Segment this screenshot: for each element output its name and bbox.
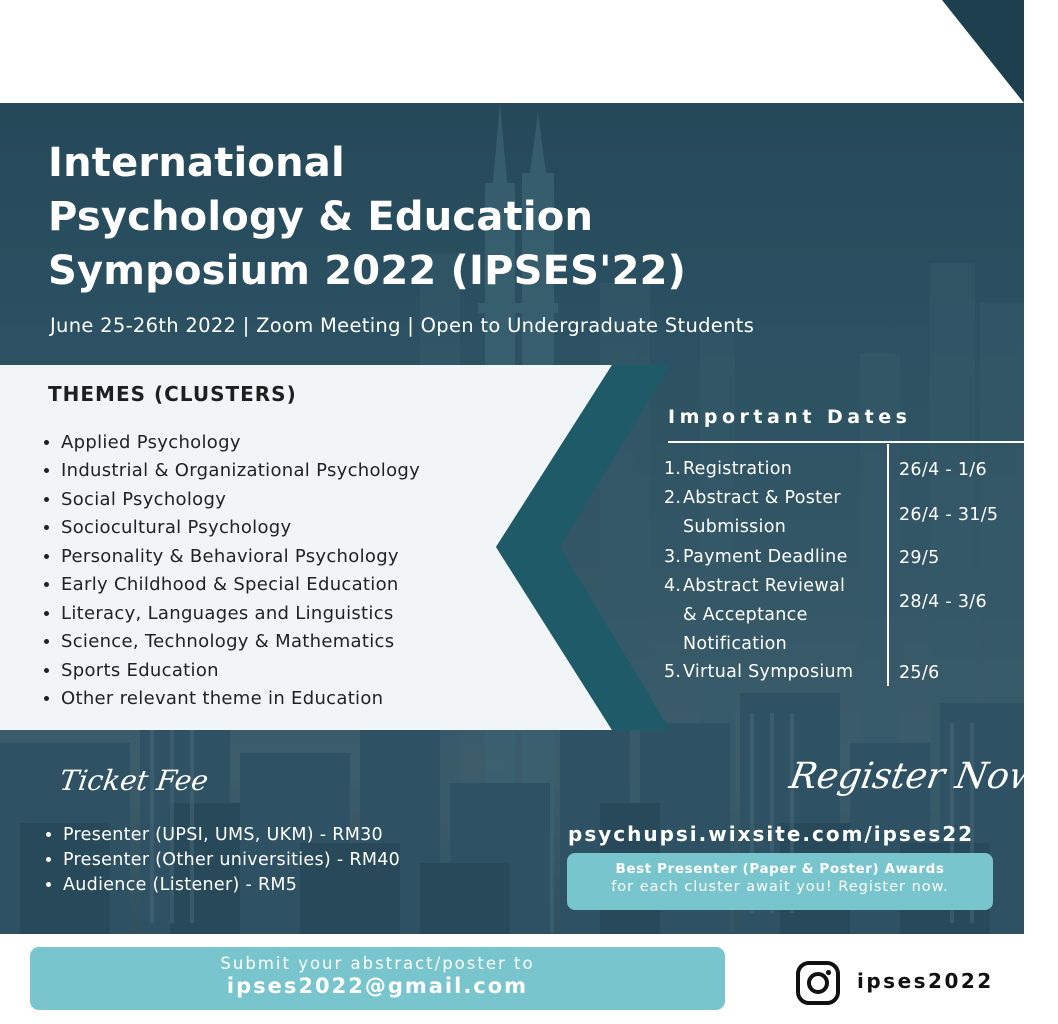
theme-label: Early Childhood & Special Education xyxy=(61,574,399,596)
date-number: 1. xyxy=(664,459,682,479)
bullet xyxy=(44,525,49,530)
ticket-label: Presenter (UPSI, UMS, UKM) - RM30 xyxy=(63,824,383,845)
date-number: 3. xyxy=(664,547,682,567)
bullet xyxy=(44,468,49,473)
date-row-abstract-submission xyxy=(664,484,841,542)
theme-label: Other relevant theme in Education xyxy=(61,688,384,710)
bullet xyxy=(44,611,49,616)
title-line-2: Psychology & Education xyxy=(48,194,594,240)
theme-label: Sociocultural Psychology xyxy=(61,517,292,539)
theme-item xyxy=(44,571,420,600)
ticket-item xyxy=(46,847,400,872)
date-number: 2. xyxy=(664,488,682,508)
bullet xyxy=(46,857,51,862)
title-line-3: Symposium 2022 (IPSES'22) xyxy=(48,248,687,294)
ticket-item xyxy=(46,822,400,847)
date-row-registration xyxy=(664,455,792,484)
theme-item xyxy=(44,656,420,685)
award-subtitle: for each cluster await you! Register now. xyxy=(611,879,949,895)
register-now-heading: Register Now! xyxy=(786,756,1058,797)
ticket-fee-heading: Ticket Fee xyxy=(57,764,211,797)
bullet xyxy=(44,582,49,587)
date-value: 26/4 - 1/6 xyxy=(899,460,987,480)
logo-bar-corner xyxy=(942,0,1024,103)
theme-item xyxy=(44,514,420,543)
submit-text: Submit your abstract/poster to xyxy=(220,954,535,973)
bullet xyxy=(46,882,51,887)
award-title: Best Presenter (Paper & Poster) Awards xyxy=(615,861,945,877)
date-event-cont: Submission xyxy=(683,517,787,537)
theme-label: Science, Technology & Mathematics xyxy=(61,631,395,653)
date-event: Abstract Reviewal xyxy=(683,576,846,596)
ticket-label: Audience (Listener) - RM5 xyxy=(63,874,298,895)
date-row-abstract-reviewal xyxy=(664,572,845,659)
bullet xyxy=(44,554,49,559)
bullet xyxy=(44,639,49,644)
date-event-cont: Notification xyxy=(683,634,788,654)
theme-item xyxy=(44,599,420,628)
themes-heading: THEMES (CLUSTERS) xyxy=(48,382,297,406)
date-event: Abstract & Poster xyxy=(683,488,841,508)
bullet xyxy=(44,497,49,502)
bullet xyxy=(44,440,49,445)
event-subtitle: June 25-26th 2022 | Zoom Meeting | Open to Undergraduate Students xyxy=(50,314,755,337)
date-row-virtual-symposium xyxy=(664,658,853,687)
bullet xyxy=(44,696,49,701)
ticket-fee-list xyxy=(46,822,400,897)
date-value: 28/4 - 3/6 xyxy=(899,592,987,612)
date-number: 4. xyxy=(664,576,682,596)
theme-item xyxy=(44,457,420,486)
theme-label: Applied Psychology xyxy=(61,431,241,453)
submission-email-link[interactable]: ipses2022@gmail.com xyxy=(226,974,529,998)
date-event: Virtual Symposium xyxy=(683,662,854,682)
date-value: 25/6 xyxy=(899,663,940,683)
logo-bar xyxy=(0,0,1024,103)
theme-item xyxy=(44,542,420,571)
themes-list xyxy=(44,428,420,713)
symposium-title xyxy=(48,136,808,298)
date-event-cont: & Acceptance xyxy=(683,605,808,625)
important-dates-heading: Important Dates xyxy=(668,406,912,428)
theme-item xyxy=(44,628,420,657)
bullet xyxy=(44,668,49,673)
instagram-icon[interactable] xyxy=(796,961,840,1009)
theme-label: Sports Education xyxy=(61,659,219,681)
date-number: 5. xyxy=(664,662,682,682)
submit-abstract-banner xyxy=(30,947,725,1010)
ticket-item xyxy=(46,872,400,897)
ticket-label: Presenter (Other universities) - RM40 xyxy=(63,849,401,870)
title-line-1: International xyxy=(48,140,345,186)
instagram-handle[interactable]: ipses2022 xyxy=(857,969,994,993)
theme-item xyxy=(44,428,420,457)
date-value: 29/5 xyxy=(899,548,940,568)
best-presenter-award-banner xyxy=(567,853,993,910)
theme-item xyxy=(44,485,420,514)
date-event: Registration xyxy=(683,459,793,479)
date-row-payment-deadline xyxy=(664,543,848,572)
dates-divider-vertical xyxy=(887,444,889,686)
theme-item xyxy=(44,685,420,714)
dates-divider-horizontal xyxy=(668,441,1024,443)
registration-link[interactable]: psychupsi.wixsite.com/ipses22 xyxy=(568,822,975,846)
theme-label: Personality & Behavioral Psychology xyxy=(61,545,399,567)
bullet xyxy=(46,832,51,837)
date-event: Payment Deadline xyxy=(683,547,848,567)
date-value: 26/4 - 31/5 xyxy=(899,505,999,525)
theme-label: Industrial & Organizational Psychology xyxy=(61,460,421,482)
theme-label: Social Psychology xyxy=(61,488,227,510)
theme-label: Literacy, Languages and Linguistics xyxy=(61,602,394,624)
